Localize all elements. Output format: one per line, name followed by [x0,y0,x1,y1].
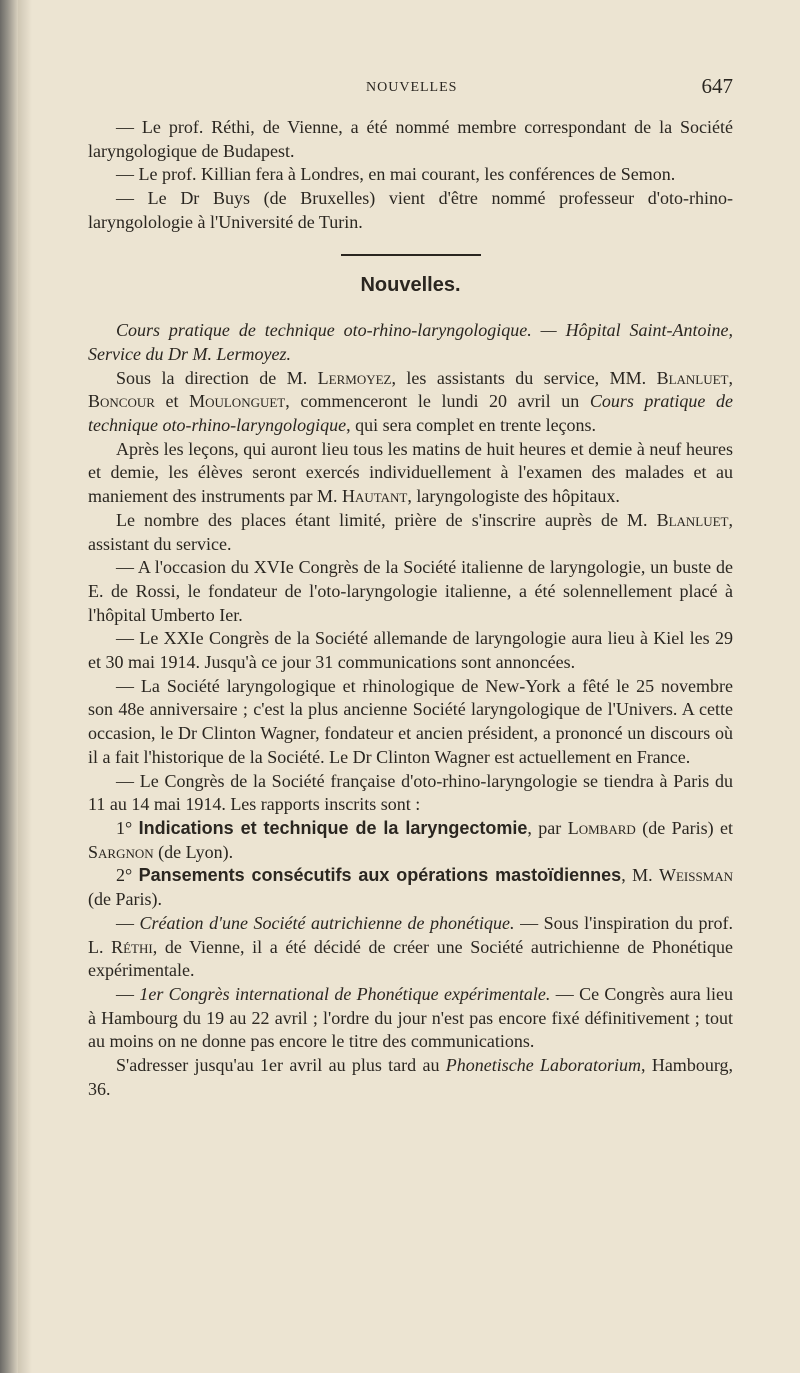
running-title: NOUVELLES [366,80,458,95]
page-number: 647 [701,74,733,98]
course-title-text: Cours pratique de technique oto-rhino-laryngologique. — Hôpital Saint-Antoine, Service du Dr M. Lermoyez. [88,320,733,364]
new-york-society-paragraph: — La Société laryngologique et rhinologique de New-York a fêté le 25 novembre son 48e anniversaire ; c'est la plus ancienne Société laryngologique de l'Univers. A cette occasion, le Dr Clinton Wagner, fondateur et ancien président, a prononcé un discours où il a fait l'historique de la Société. Le Dr Clinton Wagner est actuellement en France. [88,675,733,767]
article-body [88,116,733,1101]
news-item-rethi: — Le prof. Réthi, de Vienne, a été nommé membre correspondant de la Société laryngologique de Budapest. [88,117,733,161]
lessons-paragraph: Après les leçons, qui auront lieu tous les matins de huit heures et demie à neuf heures et demie, les élèves seront exercés individuellement à l'examen des malades et au maniement des instruments par M. Hautant, laryngologiste des hôpitaux. [88,438,733,507]
running-head [88,74,733,102]
news-item-killian: — Le prof. Killian fera à Londres, en mai courant, les conférences de Semon. [116,164,676,185]
german-congress-paragraph: — Le XXIe Congrès de la Société allemande de laryngologie aura lieu à Kiel les 29 et 30 mai 1914. Jusqu'à ce jour 31 communications sont annoncées. [88,628,733,673]
registration-paragraph: Le nombre des places étant limité, prière de s'inscrire auprès de M. Blanluet, assistant du service. [88,509,733,554]
italian-congress-paragraph: — A l'occasion du XVIe Congrès de la Société italienne de laryngologie, un buste de E. de Rossi, le fondateur de l'oto-laryngologie italienne, a été solennellement placé à l'hôpital Umberto Ier. [88,557,733,625]
course-paragraph: Sous la direction de M. Lermoyez, les assistants du service, MM. Blanluet, Boncour et Moulonguet, commenceront le lundi 20 avril un Cours pratique de technique oto-rhino-laryngologique, qui sera complet en trente leçons. [88,367,733,436]
report-2: 2° Pansements consécutifs aux opérations mastoïdiennes, M. Weissman (de Paris). [88,865,734,910]
course-title [88,319,733,366]
phonetics-congress-paragraph: — 1er Congrès international de Phonétique expérimentale. — Ce Congrès aura lieu à Hambourg du 19 au 22 avril ; l'ordre du jour n'est pas encore fixé définitivement ; tout au moins on ne donne pas encore le titre des communications. [88,983,734,1052]
section-divider [341,254,481,256]
book-spine [0,0,18,1373]
french-congress-paragraph: — Le Congrès de la Société française d'oto-rhino-laryngologie se tiendra à Paris du 11 au 14 mai 1914. Les rapports inscrits sont : [88,770,733,815]
news-item-buys: — Le Dr Buys (de Bruxelles) vient d'être nommé professeur d'oto-rhino-laryngolologie à l'Université de Turin. [88,188,733,232]
contact-paragraph: S'adresser jusqu'au 1er avril au plus tard au Phonetische Laboratorium, Hambourg, 36. [88,1055,733,1099]
austrian-society-paragraph: — Création d'une Société autrichienne de phonétique. — Sous l'inspiration du prof. L. Réthi, de Vienne, il a été décidé de créer une Société autrichienne de Phonétique expérimentale. [88,912,733,981]
section-heading: Nouvelles. [360,273,461,296]
gutter-shadow [18,0,32,1373]
report-1: 1° Indications et technique de la laryngectomie, par Lombard (de Paris) et Sargnon (de Lyon). [88,817,734,862]
